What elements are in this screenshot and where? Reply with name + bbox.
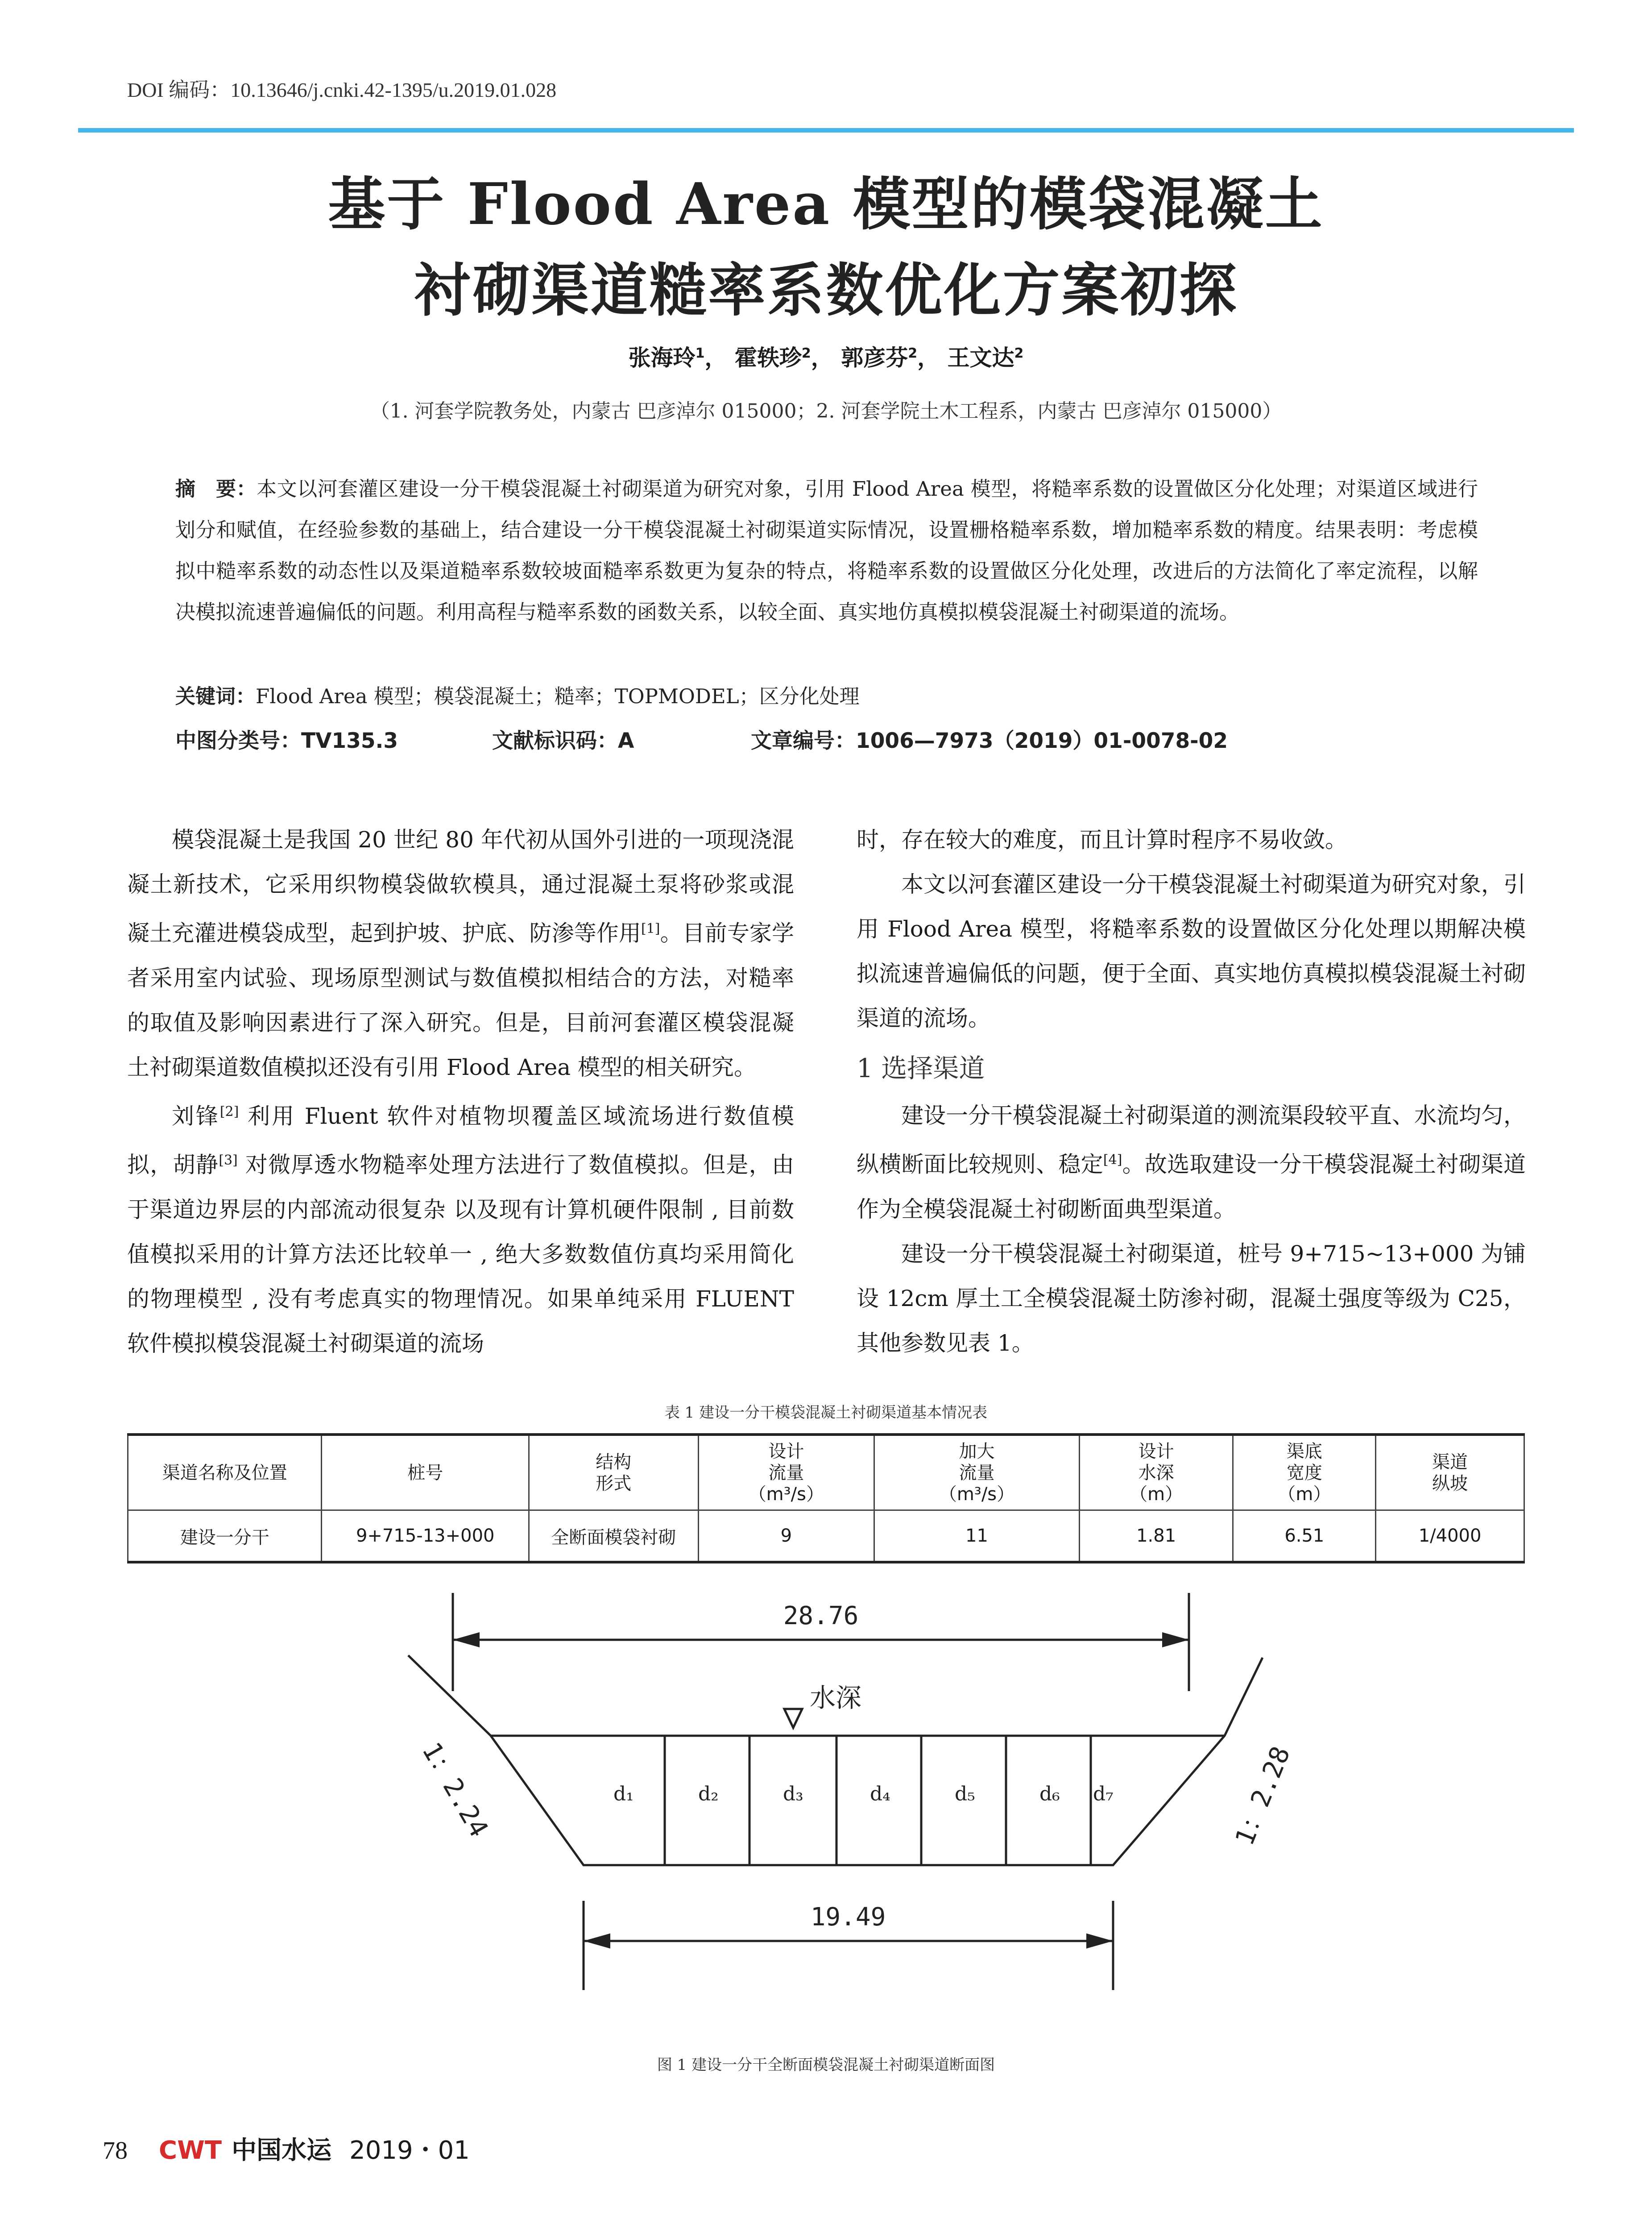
citation: [4] xyxy=(1103,1152,1122,1168)
figure-caption: 图 1 建设一分干全断面模袋混凝土衬砌渠道断面图 xyxy=(657,2056,995,2074)
header-text: 渠道 xyxy=(1432,1451,1468,1472)
table-cell: 1.81 xyxy=(1079,1510,1233,1563)
cell-depth-label: d₁ xyxy=(613,1783,634,1805)
text-run: 。目前专家学者采用室内试验、现场原型测试与数值模拟相结合的方法，对糙率的取值及影响因素进行了深入研究。但是，目前河套灌区模袋混凝土衬砌渠道数值模拟还没有引用 Flood Area 模型的相关研究。 xyxy=(127,920,795,1080)
page-footer xyxy=(103,2131,470,2166)
table-header-cell xyxy=(128,1435,322,1510)
author-name: 郭彦芬 xyxy=(841,345,908,371)
keywords-text: Flood Area 模型；模袋混凝土；糙率；TOPMODEL；区分化处理 xyxy=(256,684,860,708)
body-left-column xyxy=(127,817,794,1366)
arrow-head xyxy=(1086,1933,1113,1949)
table-cell: 6.51 xyxy=(1233,1510,1376,1563)
cell-depth-label: d₅ xyxy=(955,1783,975,1805)
text-run: 利用 Fluent 软件对植物坝覆盖区域流场进行数值模拟，胡静 xyxy=(127,1103,795,1178)
body-paragraph: 时，存在较大的难度，而且计算时程序不易收敛。 xyxy=(857,827,1347,853)
table-cell: 1/4000 xyxy=(1376,1510,1524,1563)
title-line-1: 基于 Flood Area 模型的模袋混凝土 xyxy=(328,171,1324,238)
table-cell: 全断面模袋衬砌 xyxy=(529,1510,699,1563)
channel-cross-section-figure xyxy=(127,1562,1525,2030)
header-text: 桩号 xyxy=(407,1462,443,1483)
cell-depth-label: d₂ xyxy=(698,1783,719,1805)
author-affil-mark: 1 xyxy=(695,345,705,361)
header-text: 流量 xyxy=(768,1462,804,1483)
body-paragraph xyxy=(857,1093,1526,1232)
article-number: 文章编号：1006—7973（2019）01-0078-02 xyxy=(751,729,1228,753)
journal-logo: CWT xyxy=(159,2136,222,2165)
table-header-cell xyxy=(322,1435,529,1510)
text-run: 建设一分干模袋混凝土衬砌渠道的测流渠段较平直、水流均匀，纵横断面比较规则、稳定 xyxy=(857,1103,1526,1178)
table-caption: 表 1 建设一分干模袋混凝土衬砌渠道基本情况表 xyxy=(664,1404,988,1422)
table-row xyxy=(128,1510,1524,1563)
bottom-width-label: 19.49 xyxy=(810,1903,886,1932)
author-name: 霍轶珍 xyxy=(734,345,802,371)
channel-info-table xyxy=(127,1433,1525,1563)
header-text: 渠道名称及位置 xyxy=(162,1462,287,1483)
citation: [3] xyxy=(219,1153,238,1169)
header-text: 流量 xyxy=(959,1462,995,1483)
citation: [2] xyxy=(219,1103,239,1120)
top-width-label: 28.76 xyxy=(783,1601,859,1630)
abstract xyxy=(175,469,1478,633)
page-number: 78 xyxy=(103,2137,128,2165)
body-right-column xyxy=(857,817,1526,1365)
water-depth-label: 水深 xyxy=(810,1683,862,1713)
body-paragraph: 建设一分干模袋混凝土衬砌渠道，桩号 9+715~13+000 为铺设 12cm 厚土工全模袋混凝土防渗衬砌，混凝土强度等级为 C25，其他参数见表 1。 xyxy=(857,1240,1526,1356)
table-cell: 9 xyxy=(698,1510,874,1563)
author-list: 张海玲$^1$， 霍轶珍$^2$， 郭彦芬$^2$， 王文达$^2$ xyxy=(628,345,1024,371)
header-text: （m³/s） xyxy=(939,1484,1015,1505)
clc-number: 中图分类号：TV135.3 xyxy=(175,729,398,753)
citation: [1] xyxy=(641,921,660,937)
document-code: 文献标识码：A xyxy=(492,729,634,753)
table-header-cell xyxy=(698,1435,874,1510)
title-line-2: 衬砌渠道糙率系数优化方案初探 xyxy=(414,257,1238,324)
text-run: 模袋混凝土是我国 20 世纪 80 年代初从国外引进的一项现浇混凝土新技术，它采用织物模袋做软模具，通过混凝土泵将砂浆或混凝土充灌进模袋成型，起到护坡、护底、防渗等作用 xyxy=(127,827,794,946)
cell-depth-label: d₄ xyxy=(870,1783,890,1805)
arrow-head xyxy=(1162,1632,1189,1647)
header-text: 加大 xyxy=(959,1441,995,1462)
cell-depth-label: d₇ xyxy=(1093,1783,1114,1805)
header-text: 设计 xyxy=(768,1441,804,1462)
header-text: 渠底 xyxy=(1286,1441,1322,1462)
header-text: 宽度 xyxy=(1286,1462,1322,1483)
body-paragraph: 本文以河套灌区建设一分干模袋混凝土衬砌渠道为研究对象，引用 Flood Area 模型，将糙率系数的设置做区分化处理以期解决模拟流速普遍偏低的问题，便于全面、真实地仿真模拟模袋混凝土衬砌渠道的流场。 xyxy=(857,871,1526,1031)
water-level-marker xyxy=(784,1709,802,1728)
affiliation: （1. 河套学院教务处，内蒙古 巴彦淖尔 015000；2. 河套学院土木工程系，内蒙古 巴彦淖尔 015000） xyxy=(370,400,1282,423)
table-header-row xyxy=(128,1435,1524,1510)
keywords xyxy=(175,676,1478,717)
author-name: 王文达 xyxy=(947,345,1014,371)
header-text: （m³/s） xyxy=(748,1484,824,1505)
arrow-head xyxy=(453,1632,480,1647)
table-header-cell xyxy=(874,1435,1080,1510)
table-header-cell xyxy=(1079,1435,1233,1510)
journal-name: 中国水运 xyxy=(232,2136,332,2165)
left-slope-label: 1：2.24 xyxy=(416,1737,495,1842)
body-paragraph xyxy=(127,1090,794,1366)
header-rule xyxy=(78,128,1574,133)
cell-depth-label: d₆ xyxy=(1039,1783,1060,1805)
author-name: 张海玲 xyxy=(628,345,696,371)
table-header-cell xyxy=(1233,1435,1376,1510)
table-header-cell xyxy=(529,1435,699,1510)
text-run: 刘锋 xyxy=(172,1103,220,1129)
doi-line: DOI 编码：10.13646/j.cnki.42-1395/u.2019.01.028 xyxy=(127,79,557,101)
header-text: （m） xyxy=(1130,1484,1183,1505)
abstract-text: 本文以河套灌区建设一分干模袋混凝土衬砌渠道为研究对象，引用 Flood Area 模型，将糙率系数的设置做区分化处理；对渠道区域进行划分和赋值，在经验参数的基础上，结合建设一分干模袋混凝土衬砌渠道实际情况，设置栅格糙率系数，增加糙率系数的精度。结果表明：考虑模拟中糙率系数的动态性以及渠道糙率系数较坡面糙率系数更为复杂的特点，将糙率系数的设置做区分化处理，改进后的方法简化了率定流程，以解决模拟流速普遍偏低的问题。利用高程与糙率系数的函数关系，以较全面、真实地仿真模拟模袋混凝土衬砌渠道的流场。 xyxy=(175,477,1478,624)
table-cell: 9+715-13+000 xyxy=(322,1510,529,1563)
author-affil-mark: 2 xyxy=(1014,345,1024,361)
table-cell: 11 xyxy=(874,1510,1080,1563)
keywords-label: 关键词： xyxy=(175,684,256,708)
text-run: 。故选取建设一分干模袋混凝土衬砌渠道作为全模袋混凝土衬砌断面典型渠道。 xyxy=(857,1151,1526,1222)
table-header-cell xyxy=(1376,1435,1524,1510)
header-text: 形式 xyxy=(596,1473,632,1494)
table-cell: 建设一分干 xyxy=(128,1510,322,1563)
author-affil-mark: 2 xyxy=(908,345,918,361)
section-heading: 1 选择渠道 xyxy=(857,1053,985,1083)
header-text: 水深 xyxy=(1138,1462,1174,1483)
right-slope-label: 1：2.28 xyxy=(1229,1742,1296,1850)
abstract-label: 摘 要： xyxy=(175,477,257,501)
issue-label: 2019・01 xyxy=(349,2136,470,2165)
header-text: 纵坡 xyxy=(1432,1473,1468,1494)
header-text: 设计 xyxy=(1138,1441,1174,1462)
text-run: 对微厚透水物糙率处理方法进行了数值模拟。但是，由于渠道边界层的内部流动很复杂 以及现有计算机硬件限制 , 目前数值模拟采用的计算方法还比较单一 , 绝大多数数值仿真均采用简化的物理模型 , 没有考虑真实的物理情况。如果单纯采用 FLUENT 软件模拟模袋混凝土衬砌渠道的流场 xyxy=(127,1152,794,1356)
author-affil-mark: 2 xyxy=(801,345,811,361)
cell-depth-label: d₃ xyxy=(783,1783,803,1805)
body-paragraph xyxy=(127,817,794,1090)
header-text: 结构 xyxy=(596,1451,632,1472)
arrow-head xyxy=(584,1933,610,1949)
header-text: （m） xyxy=(1278,1484,1331,1505)
